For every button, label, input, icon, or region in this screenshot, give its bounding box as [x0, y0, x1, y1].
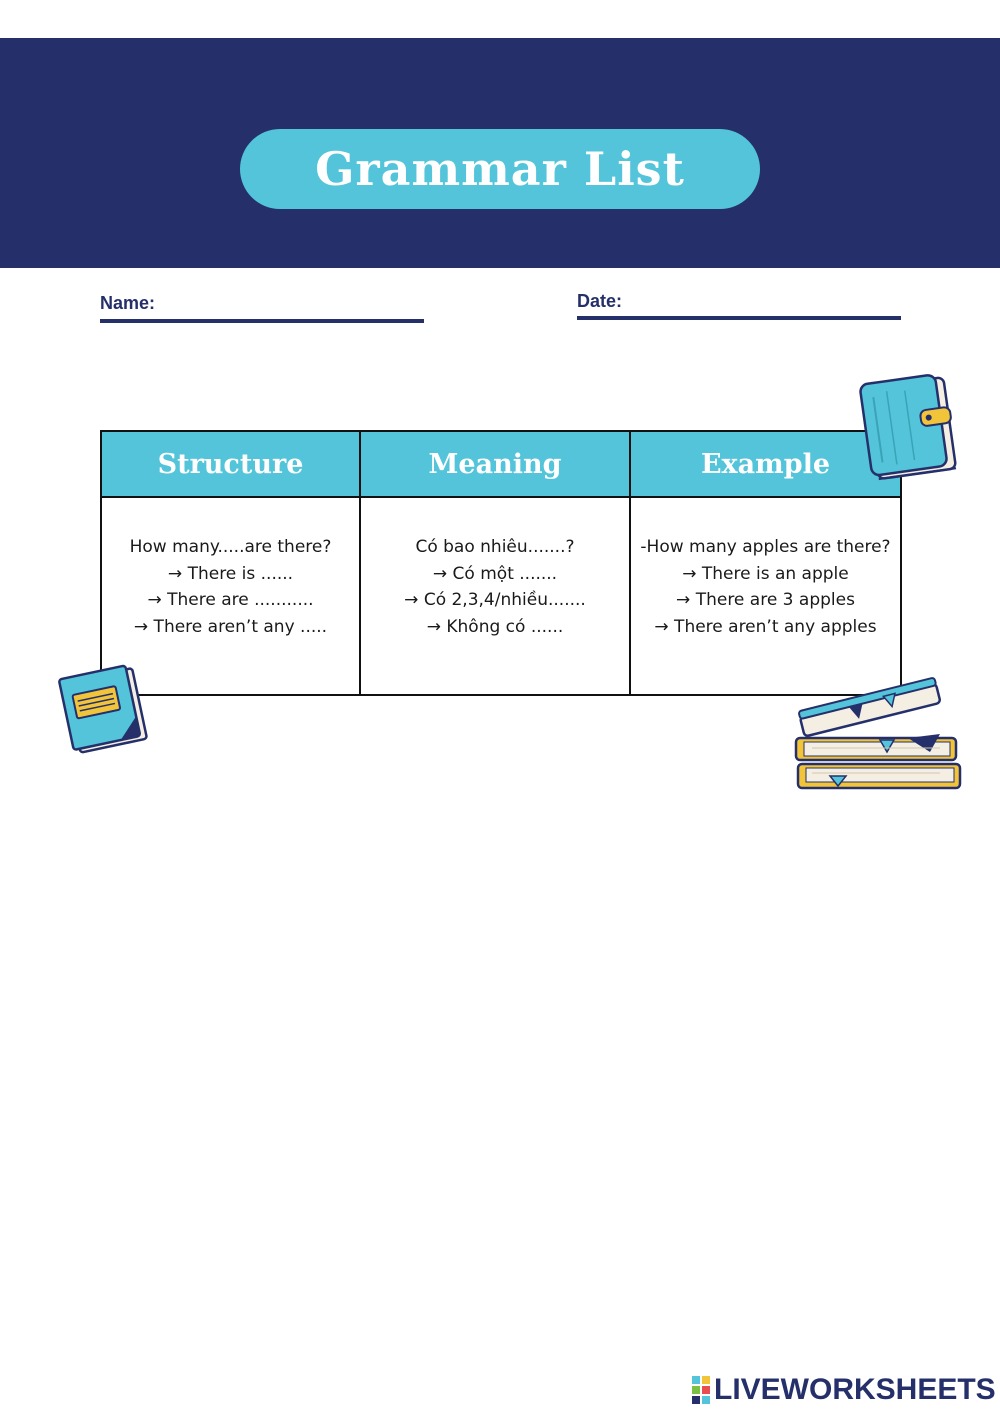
meaning-line: → Có một .......	[432, 563, 558, 584]
page-title: Grammar List	[240, 129, 760, 209]
watermark-text: LIVEWORKSHEETS	[714, 1373, 996, 1406]
meaning-line: → Không có ......	[426, 616, 564, 637]
example-line: → There aren’t any apples	[654, 616, 877, 637]
date-field-line[interactable]	[577, 316, 901, 320]
table-header-row	[101, 431, 901, 497]
example-line: → There are 3 apples	[676, 590, 855, 610]
watermark	[692, 1374, 996, 1406]
grammar-table	[100, 430, 902, 696]
notebook-icon	[858, 372, 966, 484]
column-header-example: Example	[630, 431, 901, 497]
example-line: → There is an apple	[682, 563, 849, 584]
column-header-structure: Structure	[101, 431, 360, 497]
example-cell	[630, 497, 901, 695]
column-header-meaning: Meaning	[360, 431, 630, 497]
structure-line: → There is ......	[167, 563, 294, 584]
date-label: Date:	[577, 291, 623, 311]
table-row	[101, 497, 901, 695]
name-label: Name:	[100, 293, 156, 313]
name-field-line[interactable]	[100, 319, 424, 323]
meaning-cell	[360, 497, 630, 695]
structure-line: → There are ...........	[147, 590, 314, 610]
book-icon	[58, 664, 158, 754]
structure-line: How many.....are there?	[129, 537, 332, 557]
meaning-line: Có bao nhiêu.......?	[415, 537, 575, 557]
structure-line: → There aren’t any .....	[133, 616, 328, 637]
example-line: -How many apples are there?	[640, 537, 891, 557]
liveworksheets-logo-icon	[692, 1376, 710, 1404]
book-stack-icon	[790, 668, 966, 802]
meaning-line: → Có 2,3,4/nhiều.......	[404, 590, 586, 610]
